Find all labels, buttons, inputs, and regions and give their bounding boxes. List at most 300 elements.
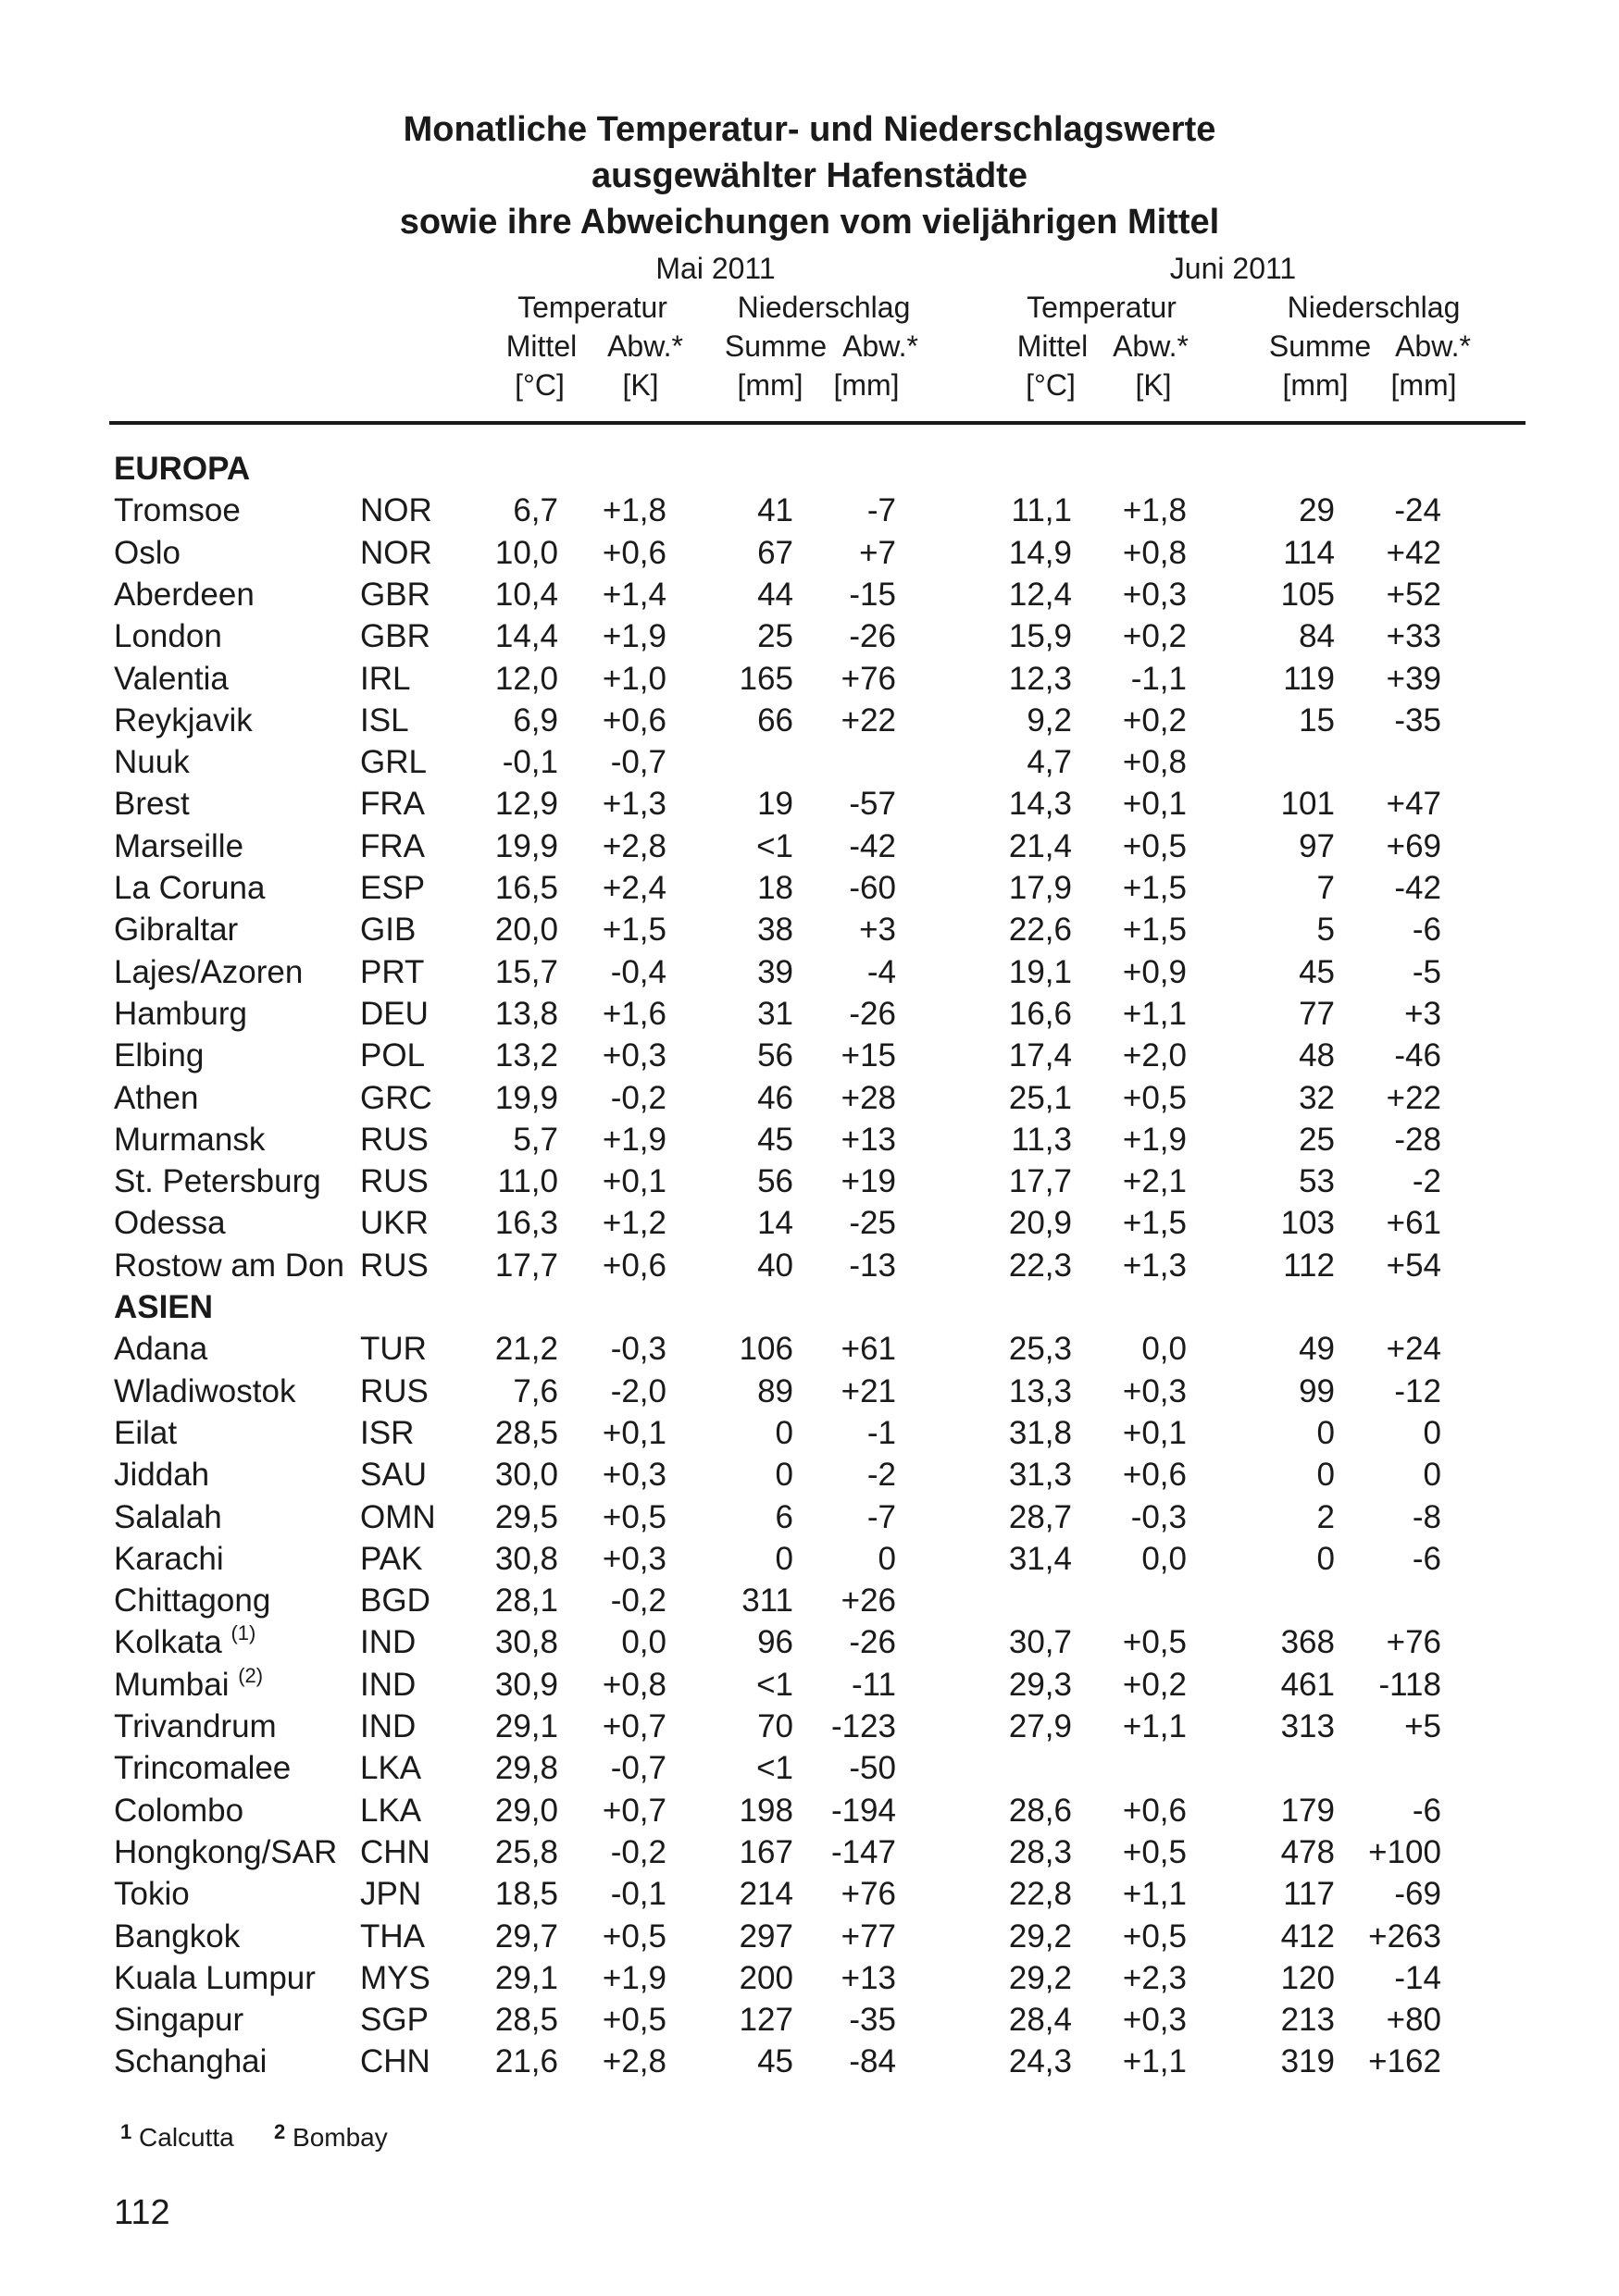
table-row bbox=[0, 909, 1619, 950]
city-name bbox=[114, 951, 303, 993]
june-temp-dev: +0,8 bbox=[1122, 534, 1187, 571]
city-name bbox=[114, 1035, 204, 1076]
june-precip-sum: 32 bbox=[1299, 1079, 1335, 1116]
june-temp-dev: -0,3 bbox=[1130, 1498, 1187, 1535]
may-temp-mean: 30,0 bbox=[494, 1457, 558, 1494]
table-row bbox=[0, 1035, 1619, 1076]
table-row bbox=[0, 993, 1619, 1035]
may-precip-sum: 311 bbox=[741, 1582, 793, 1620]
may-precip-sum: 0 bbox=[775, 1414, 793, 1451]
table-row bbox=[0, 1706, 1619, 1747]
june-precip-dev: -8 bbox=[1412, 1498, 1441, 1535]
may-precip-dev: -4 bbox=[866, 953, 896, 990]
may-precip-dev: +13 bbox=[841, 1959, 896, 1996]
city-label: Nuuk bbox=[114, 744, 190, 781]
may-precip-sum: 56 bbox=[757, 1037, 793, 1074]
header-mittel-june: Mittel bbox=[1016, 329, 1089, 363]
may-precip-sum: 70 bbox=[757, 1708, 793, 1744]
city-label: Singapur bbox=[114, 2002, 244, 2039]
city-label: Mumbai bbox=[114, 1666, 230, 1703]
city-name bbox=[114, 1916, 240, 1957]
city-label: Rostow am Don bbox=[114, 1247, 344, 1284]
may-precip-dev: -26 bbox=[849, 618, 896, 655]
may-temp-mean: 25,8 bbox=[494, 1833, 558, 1870]
may-temp-mean: 10,4 bbox=[494, 576, 558, 613]
header-unit-k-may: [K] bbox=[622, 368, 659, 402]
header-mittel-may: Mittel bbox=[505, 329, 578, 363]
may-temp-dev: +0,3 bbox=[602, 1037, 666, 1074]
june-precip-sum: 29 bbox=[1299, 492, 1335, 529]
footnote-1-mark: 1 bbox=[120, 2120, 132, 2143]
table-row bbox=[0, 1454, 1619, 1496]
country-code: THA bbox=[360, 1917, 425, 1955]
may-precip-sum: 67 bbox=[757, 534, 793, 571]
may-precip-sum: 41 bbox=[757, 492, 793, 529]
may-precip-sum: 6 bbox=[775, 1498, 793, 1535]
may-temp-mean: 21,2 bbox=[494, 1331, 558, 1368]
city-name bbox=[114, 1957, 316, 1999]
may-precip-dev: -11 bbox=[852, 1666, 896, 1703]
city-label: Kuala Lumpur bbox=[114, 1959, 316, 1996]
june-temp-mean: 31,4 bbox=[1008, 1540, 1072, 1577]
may-precip-dev: -50 bbox=[849, 1750, 896, 1787]
june-precip-dev: +69 bbox=[1386, 827, 1441, 864]
may-temp-mean: 6,7 bbox=[513, 492, 558, 529]
june-temp-mean: 17,4 bbox=[1008, 1037, 1072, 1074]
june-precip-sum: 84 bbox=[1299, 618, 1335, 655]
may-temp-dev: +0,5 bbox=[602, 1917, 666, 1955]
may-temp-mean: 12,9 bbox=[494, 786, 558, 823]
june-temp-dev: +0,1 bbox=[1122, 1414, 1187, 1451]
june-temp-dev: +1,9 bbox=[1122, 1121, 1187, 1158]
city-label: Tokio bbox=[114, 1876, 190, 1913]
june-temp-mean: 22,8 bbox=[1008, 1876, 1072, 1913]
may-precip-sum: 18 bbox=[757, 870, 793, 906]
table-row bbox=[0, 1831, 1619, 1873]
may-precip-dev: -194 bbox=[830, 1792, 896, 1829]
june-temp-mean: 29,3 bbox=[1008, 1666, 1072, 1703]
may-precip-sum: <1 bbox=[756, 1750, 793, 1787]
may-temp-dev: +1,2 bbox=[602, 1205, 666, 1242]
june-precip-sum: 7 bbox=[1316, 870, 1335, 906]
country-code: RUS bbox=[360, 1163, 429, 1200]
country-code: GIB bbox=[360, 912, 417, 949]
june-temp-mean: 29,2 bbox=[1008, 1959, 1072, 1996]
may-precip-dev: +22 bbox=[841, 701, 896, 738]
may-precip-sum: 198 bbox=[739, 1792, 793, 1829]
city-label: London bbox=[114, 618, 222, 655]
city-name bbox=[114, 867, 265, 909]
table-row bbox=[0, 741, 1619, 783]
table-row bbox=[0, 1580, 1619, 1621]
city-label: Hamburg bbox=[114, 995, 247, 1032]
june-precip-sum: 99 bbox=[1299, 1372, 1335, 1409]
june-temp-dev: +2,1 bbox=[1122, 1163, 1187, 1200]
may-temp-mean: 15,7 bbox=[494, 953, 558, 990]
june-precip-sum: 77 bbox=[1299, 995, 1335, 1032]
june-temp-dev: +1,1 bbox=[1122, 2043, 1187, 2080]
may-precip-dev: -15 bbox=[849, 576, 896, 613]
table-row bbox=[0, 783, 1619, 825]
june-temp-dev: +0,3 bbox=[1122, 576, 1187, 613]
footnote-2-text: Bombay bbox=[293, 2123, 388, 2152]
country-code: CHN bbox=[360, 1833, 430, 1870]
may-precip-dev: -2 bbox=[866, 1457, 896, 1494]
may-temp-dev: +0,5 bbox=[602, 1498, 666, 1535]
table-row bbox=[0, 1371, 1619, 1412]
june-precip-dev: +33 bbox=[1386, 618, 1441, 655]
city-name bbox=[114, 1412, 177, 1454]
title-line-3: sowie ihre Abweichungen vom vieljährigen Mittel bbox=[399, 203, 1220, 242]
table-row bbox=[0, 1621, 1619, 1663]
country-code: ISR bbox=[360, 1414, 415, 1451]
june-temp-dev: +0,2 bbox=[1122, 618, 1187, 655]
june-precip-sum: 53 bbox=[1299, 1163, 1335, 1200]
footnote-2 bbox=[274, 2120, 388, 2153]
may-temp-mean: 20,0 bbox=[494, 912, 558, 949]
june-precip-dev: +22 bbox=[1386, 1079, 1441, 1116]
may-temp-mean: 6,9 bbox=[513, 701, 558, 738]
june-temp-mean: 31,8 bbox=[1008, 1414, 1072, 1451]
may-temp-dev: -0,2 bbox=[610, 1582, 666, 1620]
june-temp-dev: +0,6 bbox=[1122, 1457, 1187, 1494]
city-label: Oslo bbox=[114, 534, 181, 571]
may-precip-sum: 45 bbox=[757, 1121, 793, 1158]
may-precip-dev: 0 bbox=[878, 1540, 896, 1577]
header-abw-temp-june: Abw.* bbox=[1113, 329, 1189, 363]
city-name bbox=[114, 1999, 243, 2041]
june-precip-dev: -5 bbox=[1412, 953, 1441, 990]
may-temp-dev: -0,4 bbox=[610, 953, 666, 990]
header-summe-june: Summe bbox=[1268, 329, 1372, 363]
may-precip-dev: -25 bbox=[849, 1205, 896, 1242]
table-row bbox=[0, 1957, 1619, 1999]
may-precip-dev: -26 bbox=[849, 1624, 896, 1661]
june-precip-dev: +52 bbox=[1386, 576, 1441, 613]
country-code: PRT bbox=[360, 953, 425, 990]
june-temp-dev: +0,5 bbox=[1122, 1624, 1187, 1661]
june-precip-sum: 461 bbox=[1280, 1666, 1335, 1703]
city-name bbox=[114, 2041, 267, 2082]
may-precip-dev: -13 bbox=[849, 1247, 896, 1284]
country-code: UKR bbox=[360, 1205, 429, 1242]
may-precip-dev: +61 bbox=[841, 1331, 896, 1368]
may-precip-dev: +76 bbox=[841, 1876, 896, 1913]
city-label: Bangkok bbox=[114, 1917, 241, 1955]
june-precip-dev: -118 bbox=[1378, 1666, 1441, 1703]
may-precip-dev: +26 bbox=[841, 1582, 896, 1620]
city-label: Gibraltar bbox=[114, 912, 239, 949]
may-temp-dev: -0,3 bbox=[610, 1331, 666, 1368]
may-temp-dev: -0,2 bbox=[610, 1079, 666, 1116]
header-abw-precip-june: Abw.* bbox=[1395, 329, 1471, 363]
june-temp-mean: 24,3 bbox=[1008, 2043, 1072, 2080]
may-precip-dev: +3 bbox=[859, 912, 896, 949]
june-temp-mean: 28,4 bbox=[1008, 2002, 1072, 2039]
city-label: Karachi bbox=[114, 1540, 224, 1577]
table-row bbox=[0, 1328, 1619, 1370]
june-temp-mean: 4,7 bbox=[1027, 744, 1072, 781]
may-temp-dev: +1,9 bbox=[602, 1959, 666, 1996]
city-label: Aberdeen bbox=[114, 576, 255, 613]
may-temp-mean: 14,4 bbox=[494, 618, 558, 655]
june-precip-dev: +61 bbox=[1386, 1205, 1441, 1242]
city-name bbox=[114, 825, 243, 867]
may-temp-dev: -0,2 bbox=[610, 1833, 666, 1870]
table-row bbox=[0, 1747, 1619, 1789]
june-temp-dev: +0,8 bbox=[1122, 744, 1187, 781]
june-temp-mean: 31,3 bbox=[1008, 1457, 1072, 1494]
country-code: NOR bbox=[360, 534, 432, 571]
may-temp-dev: -0,7 bbox=[610, 1750, 666, 1787]
june-temp-mean: 11,3 bbox=[1011, 1121, 1072, 1158]
may-temp-dev: +0,3 bbox=[602, 1457, 666, 1494]
june-temp-mean: 16,6 bbox=[1008, 995, 1072, 1032]
june-precip-sum: 112 bbox=[1283, 1247, 1335, 1284]
june-temp-dev: +1,8 bbox=[1122, 492, 1187, 529]
may-temp-mean: 7,6 bbox=[513, 1372, 558, 1409]
may-temp-dev: +2,4 bbox=[602, 870, 666, 906]
june-precip-dev: -14 bbox=[1394, 1959, 1441, 1996]
may-temp-dev: +0,1 bbox=[602, 1414, 666, 1451]
june-precip-sum: 119 bbox=[1283, 660, 1335, 697]
june-temp-mean: 20,9 bbox=[1008, 1205, 1072, 1242]
may-precip-sum: <1 bbox=[756, 827, 793, 864]
june-temp-mean: 29,2 bbox=[1008, 1917, 1072, 1955]
country-code: FRA bbox=[360, 827, 425, 864]
june-precip-dev: +42 bbox=[1386, 534, 1441, 571]
june-precip-dev: +39 bbox=[1386, 660, 1441, 697]
footnote-1 bbox=[120, 2120, 234, 2153]
june-precip-dev: -46 bbox=[1394, 1037, 1441, 1074]
may-precip-sum: 96 bbox=[757, 1624, 793, 1661]
country-code: CHN bbox=[360, 2043, 430, 2080]
country-code: IND bbox=[360, 1666, 417, 1703]
table-row bbox=[0, 1160, 1619, 1202]
june-temp-mean: 17,7 bbox=[1008, 1163, 1072, 1200]
city-name bbox=[114, 1077, 198, 1119]
city-name bbox=[114, 909, 238, 950]
city-label: Reykjavik bbox=[114, 701, 253, 738]
june-precip-dev: +80 bbox=[1386, 2002, 1441, 2039]
header-precip-may: Niederschlag bbox=[737, 291, 911, 324]
country-code: GBR bbox=[360, 576, 430, 613]
header-temperature-june: Temperatur bbox=[1027, 291, 1177, 324]
may-temp-mean: 28,5 bbox=[494, 2002, 558, 2039]
section-heading: ASIEN bbox=[114, 1289, 213, 1325]
june-precip-dev: +5 bbox=[1404, 1708, 1441, 1744]
june-precip-dev: +54 bbox=[1386, 1247, 1441, 1284]
city-label: Colombo bbox=[114, 1792, 244, 1829]
may-precip-dev: -60 bbox=[849, 870, 896, 906]
june-precip-dev: +263 bbox=[1368, 1917, 1441, 1955]
may-temp-mean: 11,0 bbox=[497, 1163, 558, 1200]
country-code: FRA bbox=[360, 786, 425, 823]
june-precip-sum: 45 bbox=[1299, 953, 1335, 990]
footnote-2-mark: 2 bbox=[274, 2120, 286, 2143]
may-temp-mean: 29,0 bbox=[494, 1792, 558, 1829]
city-name bbox=[114, 532, 181, 574]
june-temp-mean: 21,4 bbox=[1008, 827, 1072, 864]
city-name bbox=[114, 1664, 263, 1706]
june-precip-sum: 0 bbox=[1316, 1540, 1335, 1577]
table-row bbox=[0, 700, 1619, 741]
june-precip-sum: 2 bbox=[1316, 1498, 1335, 1535]
city-label: Jiddah bbox=[114, 1457, 210, 1494]
may-temp-dev: +1,4 bbox=[602, 576, 666, 613]
may-precip-sum: 56 bbox=[757, 1163, 793, 1200]
june-precip-dev: -12 bbox=[1394, 1372, 1441, 1409]
june-precip-dev: -42 bbox=[1394, 870, 1441, 906]
header-unit-mm-summe-may: [mm] bbox=[737, 368, 803, 402]
june-temp-dev: +1,5 bbox=[1122, 870, 1187, 906]
footnote-marker: (2) bbox=[238, 1663, 264, 1687]
june-precip-dev: 0 bbox=[1423, 1457, 1441, 1494]
june-temp-dev: +2,0 bbox=[1122, 1037, 1187, 1074]
may-temp-mean: 29,1 bbox=[494, 1959, 558, 1996]
may-temp-mean: 12,0 bbox=[494, 660, 558, 697]
table-row bbox=[0, 2041, 1619, 2082]
june-precip-sum: 49 bbox=[1299, 1331, 1335, 1368]
country-code: SGP bbox=[360, 2002, 429, 2039]
city-name bbox=[114, 1621, 255, 1663]
june-precip-dev: 0 bbox=[1423, 1414, 1441, 1451]
may-precip-dev: +76 bbox=[841, 660, 896, 697]
table-row bbox=[0, 1999, 1619, 2041]
table-row bbox=[0, 867, 1619, 909]
city-name bbox=[114, 783, 190, 825]
may-precip-dev: +21 bbox=[841, 1372, 896, 1409]
june-precip-sum: 313 bbox=[1280, 1708, 1335, 1744]
page-number: 112 bbox=[114, 2193, 170, 2232]
may-temp-dev: +0,7 bbox=[602, 1792, 666, 1829]
table-row bbox=[0, 1412, 1619, 1454]
june-temp-mean: 19,1 bbox=[1008, 953, 1072, 990]
city-name bbox=[114, 1706, 277, 1747]
june-precip-dev: -69 bbox=[1394, 1876, 1441, 1913]
may-precip-sum: 45 bbox=[757, 2043, 793, 2080]
country-code: OMN bbox=[360, 1498, 436, 1535]
june-precip-dev: +47 bbox=[1386, 786, 1441, 823]
country-code: BGD bbox=[360, 1582, 430, 1620]
june-temp-dev: +1,5 bbox=[1122, 912, 1187, 949]
section-heading: EUROPA bbox=[114, 451, 251, 487]
city-label: Trincomalee bbox=[114, 1750, 292, 1787]
may-precip-dev: -7 bbox=[866, 492, 896, 529]
header-abw-temp-may: Abw.* bbox=[607, 329, 683, 363]
country-code: TUR bbox=[360, 1331, 427, 1368]
city-label: Athen bbox=[114, 1079, 199, 1116]
city-name bbox=[114, 1538, 224, 1580]
june-temp-dev: 0,0 bbox=[1141, 1331, 1187, 1368]
country-code: ESP bbox=[360, 870, 426, 906]
june-temp-mean: 17,9 bbox=[1008, 870, 1072, 906]
may-precip-dev: -123 bbox=[830, 1708, 896, 1744]
june-precip-sum: 412 bbox=[1280, 1917, 1335, 1955]
june-precip-dev: +162 bbox=[1368, 2043, 1441, 2080]
city-label: Wladiwostok bbox=[114, 1372, 296, 1409]
city-label: Odessa bbox=[114, 1205, 226, 1242]
city-label: Schanghai bbox=[114, 2043, 268, 2080]
city-label: Trivandrum bbox=[114, 1708, 277, 1744]
june-temp-dev: +0,6 bbox=[1122, 1792, 1187, 1829]
may-precip-sum: 44 bbox=[757, 576, 793, 613]
may-temp-mean: 13,2 bbox=[494, 1037, 558, 1074]
june-temp-dev: +0,5 bbox=[1122, 1833, 1187, 1870]
may-temp-mean: 30,9 bbox=[494, 1666, 558, 1703]
header-unit-c-june: [°C] bbox=[1026, 368, 1076, 402]
june-temp-dev: -1,1 bbox=[1130, 660, 1187, 697]
may-temp-dev: +1,5 bbox=[602, 912, 666, 949]
table-row bbox=[0, 1119, 1619, 1160]
footnote-marker: (1) bbox=[230, 1621, 256, 1645]
june-precip-sum: 478 bbox=[1280, 1833, 1335, 1870]
may-precip-sum: <1 bbox=[756, 1666, 793, 1703]
may-temp-dev: +2,8 bbox=[602, 2043, 666, 2080]
country-code: POL bbox=[360, 1037, 426, 1074]
may-precip-sum: 46 bbox=[757, 1079, 793, 1116]
city-label: Elbing bbox=[114, 1037, 205, 1074]
june-precip-sum: 117 bbox=[1283, 1876, 1335, 1913]
country-code: JPN bbox=[360, 1876, 422, 1913]
city-name bbox=[114, 1371, 295, 1412]
header-unit-mm-abw-june: [mm] bbox=[1390, 368, 1457, 402]
may-temp-dev: +0,6 bbox=[602, 701, 666, 738]
may-temp-mean: 5,7 bbox=[513, 1121, 558, 1158]
title-line-1: Monatliche Temperatur- und Niederschlagswerte bbox=[403, 110, 1216, 149]
june-temp-dev: +0,9 bbox=[1122, 953, 1187, 990]
may-precip-dev: +15 bbox=[841, 1037, 896, 1074]
june-temp-mean: 14,3 bbox=[1008, 786, 1072, 823]
may-precip-sum: 19 bbox=[757, 786, 793, 823]
may-temp-mean: 19,9 bbox=[494, 1079, 558, 1116]
header-temperature-may: Temperatur bbox=[517, 291, 667, 324]
country-code: LKA bbox=[360, 1750, 422, 1787]
june-temp-mean: 14,9 bbox=[1008, 534, 1072, 571]
may-precip-sum: 297 bbox=[739, 1917, 793, 1955]
june-temp-dev: +1,5 bbox=[1122, 1205, 1187, 1242]
city-name bbox=[114, 1160, 321, 1202]
may-temp-dev: +2,8 bbox=[602, 827, 666, 864]
may-temp-dev: +0,1 bbox=[602, 1163, 666, 1200]
header-abw-precip-may: Abw.* bbox=[842, 329, 918, 363]
header-precip-june: Niederschlag bbox=[1287, 291, 1461, 324]
table-row bbox=[0, 825, 1619, 867]
may-temp-dev: +1,0 bbox=[602, 660, 666, 697]
june-temp-dev: +1,1 bbox=[1122, 1708, 1187, 1744]
country-code: ISL bbox=[360, 701, 409, 738]
june-precip-sum: 105 bbox=[1280, 576, 1335, 613]
june-precip-dev: -2 bbox=[1412, 1163, 1441, 1200]
june-temp-mean: 15,9 bbox=[1008, 618, 1072, 655]
may-precip-dev: +28 bbox=[841, 1079, 896, 1116]
june-precip-dev: -28 bbox=[1394, 1121, 1441, 1158]
country-code: LKA bbox=[360, 1792, 422, 1829]
footnote-1-text: Calcutta bbox=[139, 2123, 234, 2152]
june-temp-mean: 28,3 bbox=[1008, 1833, 1072, 1870]
city-label: Chittagong bbox=[114, 1582, 271, 1620]
may-temp-mean: 13,8 bbox=[494, 995, 558, 1032]
may-temp-mean: 29,5 bbox=[494, 1498, 558, 1535]
may-precip-sum: 40 bbox=[757, 1247, 793, 1284]
june-precip-sum: 5 bbox=[1316, 912, 1335, 949]
may-temp-dev: +1,8 bbox=[602, 492, 666, 529]
june-precip-dev: -35 bbox=[1394, 701, 1441, 738]
country-code: IND bbox=[360, 1708, 417, 1744]
table-row bbox=[0, 1245, 1619, 1286]
june-temp-dev: +0,3 bbox=[1122, 2002, 1187, 2039]
may-temp-dev: +0,7 bbox=[602, 1708, 666, 1744]
